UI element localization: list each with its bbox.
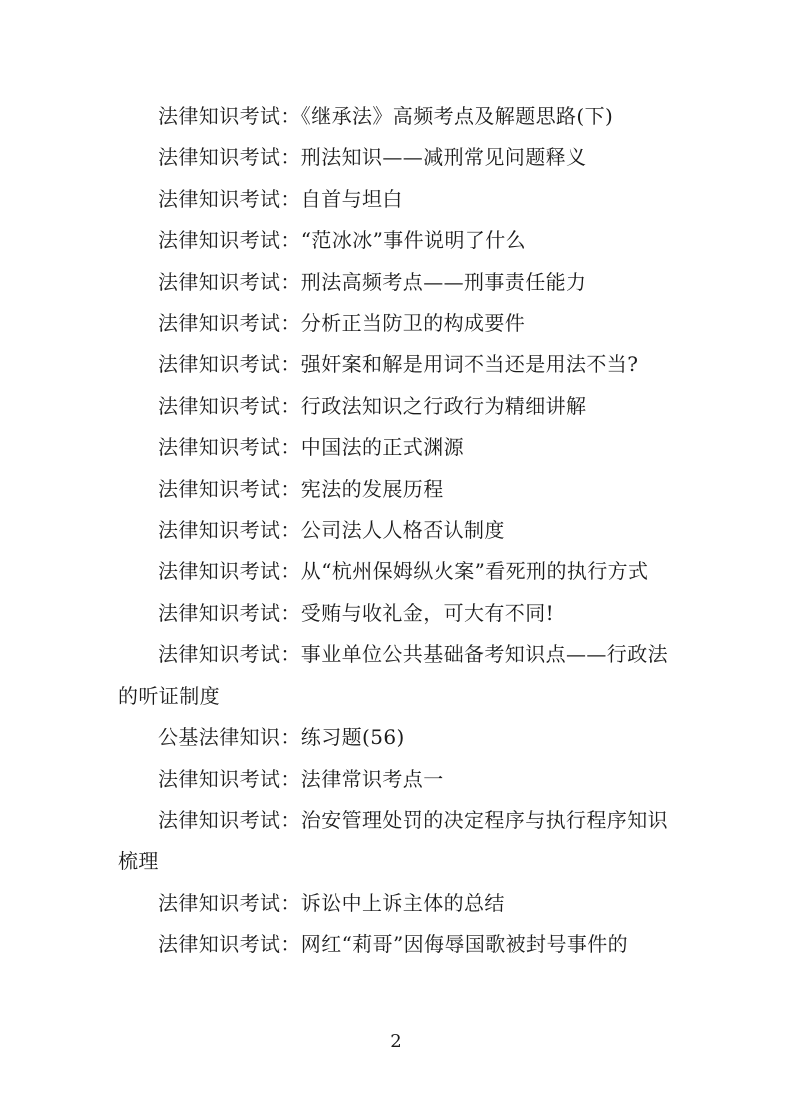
paragraph: 法律知识考试：《继承法》高频考点及解题思路(下) [158, 104, 614, 128]
paragraph: 法律知识考试：行政法知识之行政行为精细讲解 [158, 393, 587, 418]
paragraph: 法律知识考试：诉讼中上诉主体的总结 [158, 890, 505, 915]
paragraph: 公基法律知识：练习题(56) [158, 725, 405, 750]
paragraph: 法律知识考试：法律常识考点一 [158, 766, 444, 791]
paragraph: 法律知识考试：公司法人人格否认制度 [158, 518, 505, 543]
article-list [118, 96, 674, 966]
paragraph: 法律知识考试：分析正当防卫的构成要件 [158, 311, 526, 336]
page-number: 2 [390, 1031, 402, 1052]
paragraph: 法律知识考试：网红“莉哥”因侮辱国歌被封号事件的 [158, 932, 629, 957]
paragraph: 法律知识考试：中国法的正式渊源 [158, 435, 464, 460]
paragraph: 法律知识考试：宪法的发展历程 [158, 476, 444, 501]
paragraph: 法律知识考试：刑法高频考点——刑事责任能力 [158, 269, 587, 294]
paragraph: 法律知识考试：受贿与收礼金，可大有不同! [158, 600, 555, 625]
paragraph: 法律知识考试：治安管理处罚的决定程序与执行程序知识梳理 [118, 807, 668, 874]
paragraph: 法律知识考试：自首与坦白 [158, 186, 403, 211]
paragraph: 法律知识考试：强奸案和解是用词不当还是用法不当? [158, 352, 639, 377]
paragraph: 法律知识考试：事业单位公共基础备考知识点——行政法的听证制度 [118, 642, 668, 708]
paragraph: 法律知识考试：“范冰冰”事件说明了什么 [158, 228, 527, 253]
paragraph: 法律知识考试：刑法知识——减刑常见问题释义 [158, 145, 587, 170]
paragraph: 法律知识考试：从“杭州保姆纵火案”看死刑的执行方式 [158, 559, 649, 584]
